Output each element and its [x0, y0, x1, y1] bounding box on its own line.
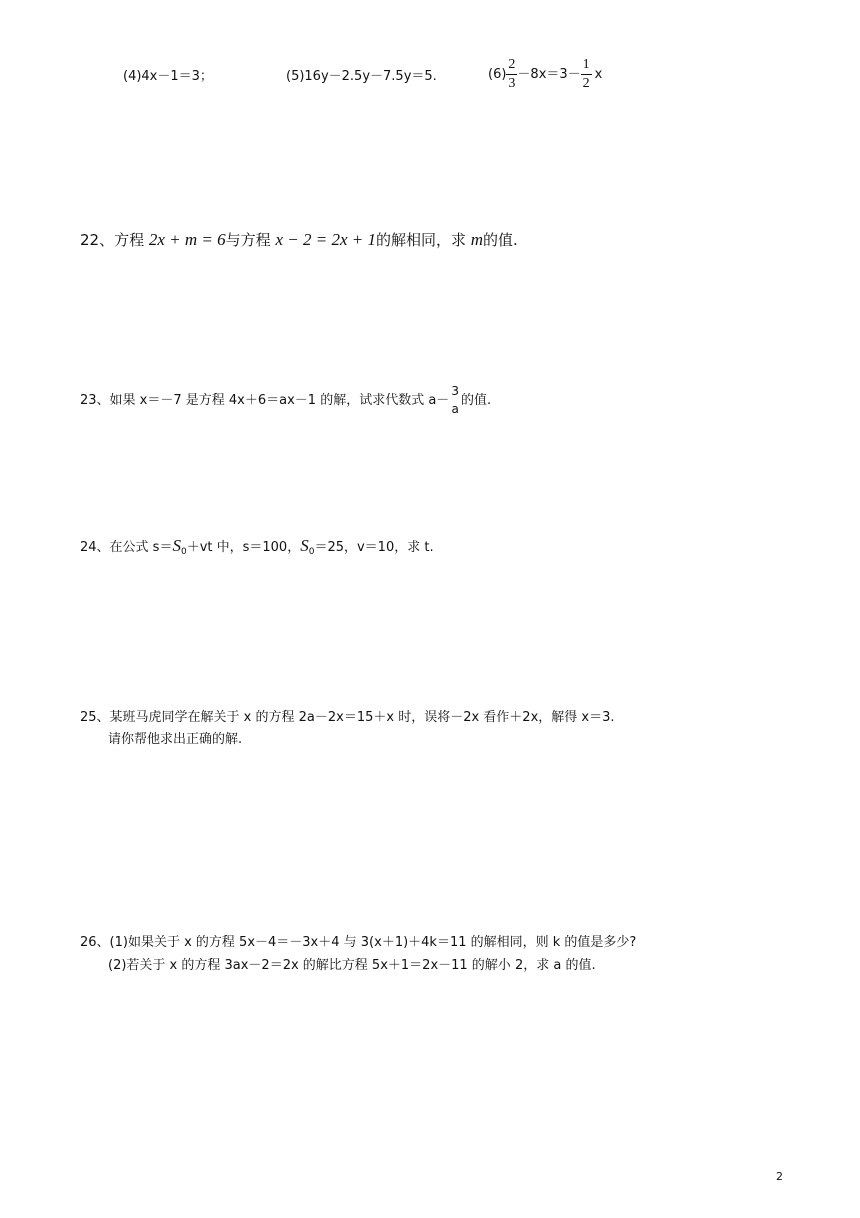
math-variable: S	[300, 536, 309, 555]
question-line-1: (1)如果关于 x 的方程 5x－4＝－3x＋4 与 3(x＋1)＋4k＝11 的解相同，则 k 的值是多少?	[109, 935, 637, 950]
question-24	[80, 537, 434, 557]
equation-6	[488, 58, 602, 91]
question-26	[80, 936, 636, 949]
question-26-line-2: (2)若关于 x 的方程 3ax－2＝2x 的解比方程 5x＋1＝2x－11 的解小 2，求 a 的值.	[108, 958, 596, 973]
question-25-line-2: 请你帮他求出正确的解.	[108, 732, 243, 747]
fraction-two-thirds	[506, 58, 517, 91]
question-number: 25、	[80, 710, 110, 725]
question-22	[80, 231, 518, 248]
question-number: 23、	[80, 392, 110, 408]
equation-5: (5)16y－2.5y－7.5y＝5.	[286, 69, 437, 84]
question-text: 方程	[114, 231, 145, 249]
question-number: 22、	[80, 231, 115, 249]
math-expression: 2x + m = 6	[148, 230, 226, 249]
subscript: 0	[180, 547, 187, 557]
subscript: 0	[308, 547, 315, 557]
question-23	[80, 385, 491, 415]
math-expression: x − 2 = 2x + 1	[275, 230, 376, 249]
fraction-numerator: 1	[581, 58, 592, 75]
fraction-denominator: 3	[508, 76, 516, 91]
math-variable: m	[470, 230, 484, 249]
question-text: 的值.	[483, 231, 518, 249]
equation-6-suffix: x	[594, 67, 603, 82]
question-text: 与方程	[225, 231, 271, 249]
question-25	[80, 711, 615, 724]
equation-6-prefix: (6)	[488, 67, 507, 82]
question-text: 的值.	[460, 392, 492, 408]
fraction-numerator: 3	[451, 384, 459, 398]
question-number: 24、	[80, 540, 110, 555]
question-number: 26、	[80, 935, 110, 950]
page-number: 2	[776, 1170, 783, 1183]
fraction-denominator: a	[451, 402, 459, 416]
math-variable: S	[172, 536, 181, 555]
question-line-1: 某班马虎同学在解关于 x 的方程 2a－2x＝15＋x 时，误将－2x 看作＋2x，解得 x＝3.	[109, 710, 615, 725]
equation-6-middle: －8x＝3－	[517, 67, 581, 82]
question-text: 如果 x＝－7 是方程 4x＋6＝ax－1 的解，试求代数式 a－	[109, 392, 450, 408]
fraction-numerator: 2	[506, 58, 517, 75]
question-text: 的解相同，求	[375, 231, 466, 249]
equation-4: (4)4x－1＝3；	[123, 69, 213, 84]
fraction-three-over-a	[449, 385, 461, 415]
question-text: ＝25，v＝10，求 t.	[314, 540, 434, 555]
fraction-one-half	[581, 58, 592, 91]
fraction-denominator: 2	[582, 76, 590, 91]
question-text: 在公式 s＝	[109, 540, 173, 555]
question-text: ＋vt 中，s＝100，	[186, 540, 301, 555]
